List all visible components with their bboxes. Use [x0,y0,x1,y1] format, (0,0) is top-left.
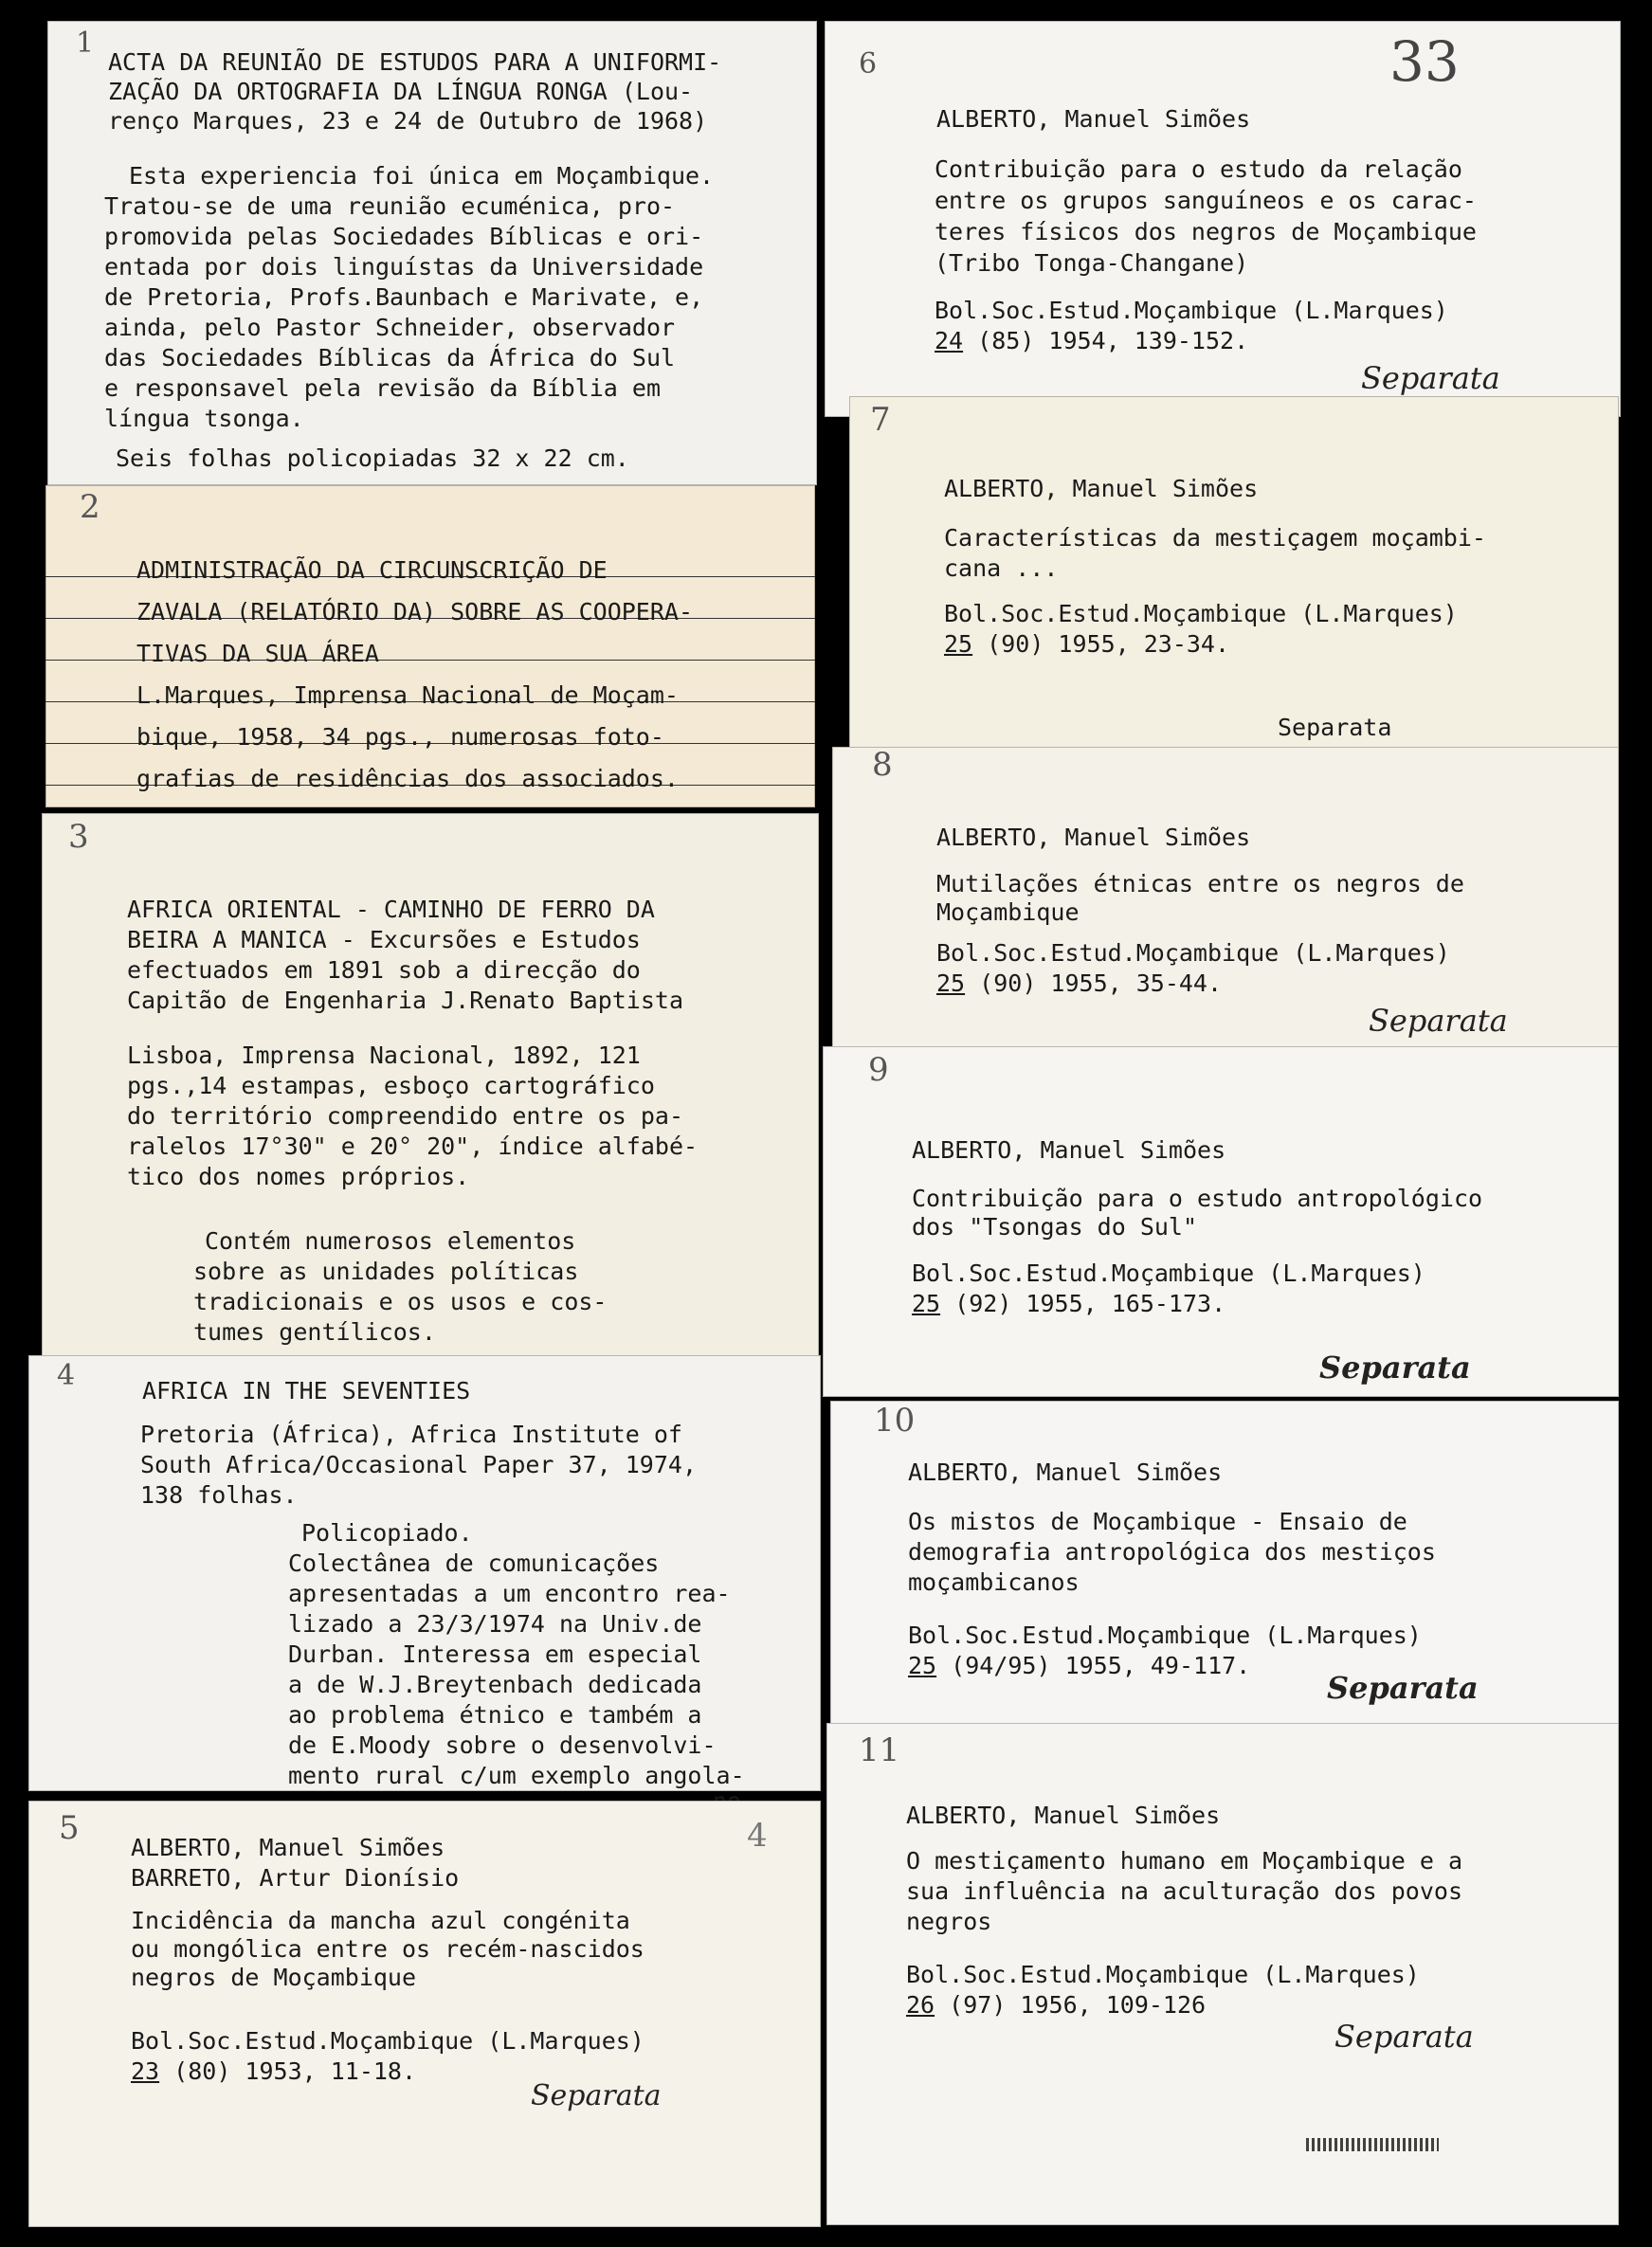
card-publication: Bol.Soc.Estud.Moçambique (L.Marques) 23 (80) 1953, 11-18. [131,2027,644,2085]
card-separata: Separata [1278,714,1392,741]
card-title: Características da mestiçagem moçambi- cana ... [944,524,1486,582]
card-2 [45,485,815,807]
card-author: ALBERTO, Manuel Simões [936,105,1251,133]
card-number: 10 [874,1402,916,1440]
handwritten-note: Separata [1319,1350,1471,1386]
card-number: 1 [76,27,95,60]
card-authors: ALBERTO, Manuel Simões BARRETO, Artur Dionísio [131,1834,460,1892]
card-note: Seis folhas policopiadas 32 x 22 cm. [116,444,629,472]
card-9 [823,1046,1619,1397]
card-number: 11 [859,1731,900,1769]
card-author: ALBERTO, Manuel Simões [944,475,1259,502]
card-title: Incidência da mancha azul congénita ou mongólica entre os recém-nascidos negros de Moçambique [131,1907,644,1991]
card-body: Lisboa, Imprensa Nacional, 1892, 121 pgs.,14 estampas, esboço cartográfico do território compreendido entre os pa- ralelos 17°30" e 20° 20", índice alfabé- tico dos nomes próprios. [127,1042,699,1190]
card-publication: Bol.Soc.Estud.Moçambique (L.Marques) 26 (97) 1956, 109-126 [906,1961,1420,2019]
card-1 [47,21,817,485]
card-title: Contribuição para o estudo antropológico dos "Tsongas do Sul" [912,1185,1483,1241]
handwritten-note: Separata [1327,1670,1479,1706]
ink-scribble [1306,2138,1439,2151]
card-title: Contribuição para o estudo da relação entre os grupos sanguíneos e os carac- teres físicos dos negros de Moçambique (Tribo Tonga-Changane) [935,155,1477,277]
card-publication: Bol.Soc.Estud.Moçambique (L.Marques) 25 (92) 1955, 165-173. [912,1259,1425,1317]
card-heading: ACTA DA REUNIÃO DE ESTUDOS PARA A UNIFORMI- ZAÇÃO DA ORTOGRAFIA DA LÍNGUA RONGA (Lou- renço Marques, 23 e 24 de Outubro de 1968) [108,48,722,135]
card-number: 6 [859,47,878,81]
card-author: ALBERTO, Manuel Simões [936,824,1251,851]
card-heading: AFRICA ORIENTAL - CAMINHO DE FERRO DA BEIRA A MANICA - Excursões e Estudos efectuados em 1891 sob a direcção do Capitão de Engenharia J.Renato Baptista [127,896,683,1014]
card-8 [832,747,1619,1050]
card-number: 3 [68,818,89,856]
card-publication: Bol.Soc.Estud.Moçambique (L.Marques) 24 (85) 1954, 139-152. [935,297,1448,354]
card-4 [28,1355,821,1791]
handwritten-note: Separata [1361,360,1500,396]
handwritten-note: Separata [531,2079,662,2112]
card-publication: Bol.Soc.Estud.Moçambique (L.Marques) 25 (90) 1955, 23-34. [944,600,1458,658]
card-author: ALBERTO, Manuel Simões [906,1802,1221,1829]
card-mark: 4 [747,1817,768,1855]
card-text: ADMINISTRAÇÃO DA CIRCUNSCRIÇÃO DE ZAVALA (RELATÓRIO DA) SOBRE AS COOPERA- TIVAS DA SUA ÁREA L.Marques, Imprensa Nacional de Moçam- bique, 1958, 34 pgs., numerosas foto- grafias de residências dos associados. [136,556,693,792]
card-number: 7 [870,401,891,439]
card-number: 8 [872,746,893,784]
card-body: Esta experiencia foi única em Moçambique. Tratou-se de uma reunião ecuménica, pro- promovida pelas Sociedades Bíblicas e ori- entada por dois linguístas da Universidade de Pretoria, Profs.Baunbach e Marivate, e, ainda, pelo Pastor Schneider, observador das Sociedades Bíblicas da África do Sul e responsavel pela revisão da Bíblia em língua tsonga. [104,162,715,432]
card-11 [826,1723,1619,2225]
handwritten-note: Separata [1369,1003,1508,1039]
card-author: ALBERTO, Manuel Simões [908,1459,1223,1486]
card-publication: Bol.Soc.Estud.Moçambique (L.Marques) 25 (94/95) 1955, 49-117. [908,1622,1422,1679]
card-3 [42,813,819,1363]
card-note: Contém numerosos elementos sobre as unidades políticas tradicionais e os usos e cos- tumes gentílicos. [193,1227,608,1346]
card-note: Policopiado. Colectânea de comunicações apresentadas a um encontro rea- lizado a 23/3/1974 na Univ.de Durban. Interessa em especial a de W.J.Breytenbach dedicada ao problema étnico e também a de E.Moody sobre o desenvolvi- mento rural c/um exemplo angola- [288,1519,745,1789]
card-7 [849,396,1619,749]
card-5 [28,1801,821,2227]
card-author: ALBERTO, Manuel Simões [912,1136,1226,1164]
card-10 [830,1401,1619,1729]
card-title: Mutilações étnicas entre os negros de Moçambique [936,870,1464,926]
page-mark: 33 [1389,29,1460,94]
card-title: Os mistos de Moçambique - Ensaio de demografia antropológica dos mestiços moçambicanos [908,1508,1436,1596]
card-6 [825,21,1621,417]
handwritten-note: Separata [1334,2019,1474,2055]
card-title: O mestiçamento humano em Moçambique e a sua influência na aculturação dos povos negros [906,1847,1462,1935]
card-number: 9 [868,1051,889,1089]
card-number: 5 [59,1809,80,1847]
card-number: 4 [57,1359,76,1392]
card-number: 2 [80,488,100,526]
card-publication: Bol.Soc.Estud.Moçambique (L.Marques) 25 (90) 1955, 35-44. [936,939,1450,997]
card-heading: AFRICA IN THE SEVENTIES [142,1377,471,1404]
card-body: Pretoria (África), Africa Institute of South Africa/Occasional Paper 37, 1974, 138 folhas. [140,1421,697,1509]
